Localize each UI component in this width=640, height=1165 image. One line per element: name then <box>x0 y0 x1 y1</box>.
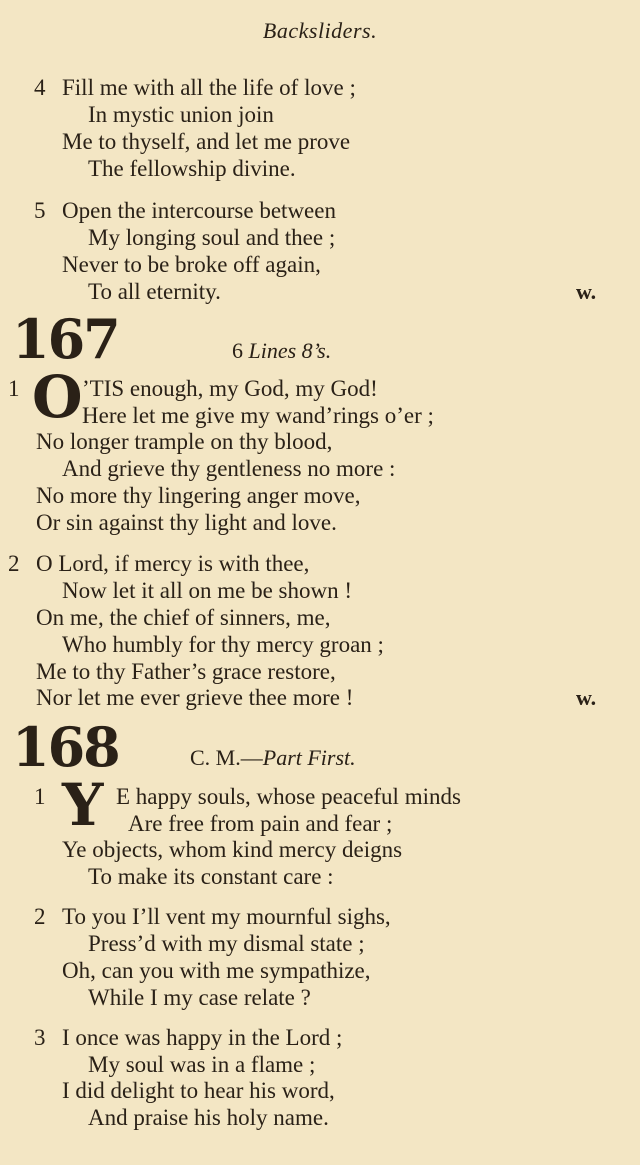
verse-line: Nor let me ever grieve thee more ! <box>36 685 354 710</box>
verse-line: Ye objects, whom kind mercy deigns <box>62 837 403 862</box>
verse-number: 2 <box>8 551 20 576</box>
verse-line: Open the intercourse between <box>62 198 336 223</box>
verse-number: 4 <box>34 75 46 100</box>
verse-line: To you I’ll vent my mournful sighs, <box>62 904 391 929</box>
drop-cap: O <box>32 363 83 431</box>
verse-line: Never to be broke off again, <box>62 252 321 277</box>
meter-name: Lines 8’s. <box>248 338 332 363</box>
verse-line: E happy souls, whose peaceful minds <box>116 784 461 809</box>
verse-line: O Lord, if mercy is with thee, <box>36 551 310 576</box>
verse-line: Me to thyself, and let me prove <box>62 129 351 154</box>
hymn-meter <box>190 744 356 771</box>
verse-number: 5 <box>34 198 46 223</box>
verse-line: And praise his holy name. <box>88 1105 329 1130</box>
author-signature: w. <box>576 685 597 710</box>
verse-line: I did delight to hear his word, <box>62 1078 335 1103</box>
verse-number: 1 <box>8 376 20 401</box>
verse-line: Or sin against thy light and love. <box>36 510 337 535</box>
verse-line: Now let it all on me be shown ! <box>62 578 353 603</box>
verse-line: Me to thy Father’s grace restore, <box>36 659 336 684</box>
verse-number: 1 <box>34 784 46 809</box>
hymn-number: 167 <box>12 307 119 371</box>
hymn-meter <box>232 337 331 364</box>
meter-prefix: C. M.— <box>190 745 263 770</box>
verse-line: ’TIS enough, my God, my God! <box>82 376 378 401</box>
verse-line: While I my case relate ? <box>88 985 311 1010</box>
verse-line: And grieve thy gentleness no more : <box>62 456 396 481</box>
verse-line: My longing soul and thee ; <box>88 225 336 250</box>
running-header: Backsliders. <box>262 18 378 43</box>
verse-line: Fill me with all the life of love ; <box>62 75 356 100</box>
verse-line: I once was happy in the Lord ; <box>62 1025 343 1050</box>
verse-line: Here let me give my wand’rings o’er ; <box>82 403 434 428</box>
author-signature: w. <box>576 279 597 304</box>
verse-line: No longer trample on thy blood, <box>36 429 333 454</box>
verse-line: To make its constant care : <box>88 864 334 889</box>
verse-line: My soul was in a flame ; <box>88 1052 316 1077</box>
verse-line: Who humbly for thy mercy groan ; <box>62 632 384 657</box>
verse-number: 2 <box>34 904 46 929</box>
verse-line: To all eternity. <box>88 279 221 304</box>
verse-line: On me, the chief of sinners, me, <box>36 605 331 630</box>
verse-line: Oh, can you with me sympathize, <box>62 958 371 983</box>
verse-line: The fellowship divine. <box>88 156 296 181</box>
meter-count: 6 <box>232 338 243 363</box>
hymn-number: 168 <box>12 715 119 779</box>
verse-line: No more thy lingering anger move, <box>36 483 361 508</box>
drop-cap: Y <box>62 771 104 839</box>
meter-part: Part First. <box>262 745 356 770</box>
verse-number: 3 <box>34 1025 46 1050</box>
verse-line: Press’d with my dismal state ; <box>88 931 365 956</box>
verse-line: In mystic union join <box>88 102 274 127</box>
verse-line: Are free from pain and fear ; <box>128 811 393 836</box>
